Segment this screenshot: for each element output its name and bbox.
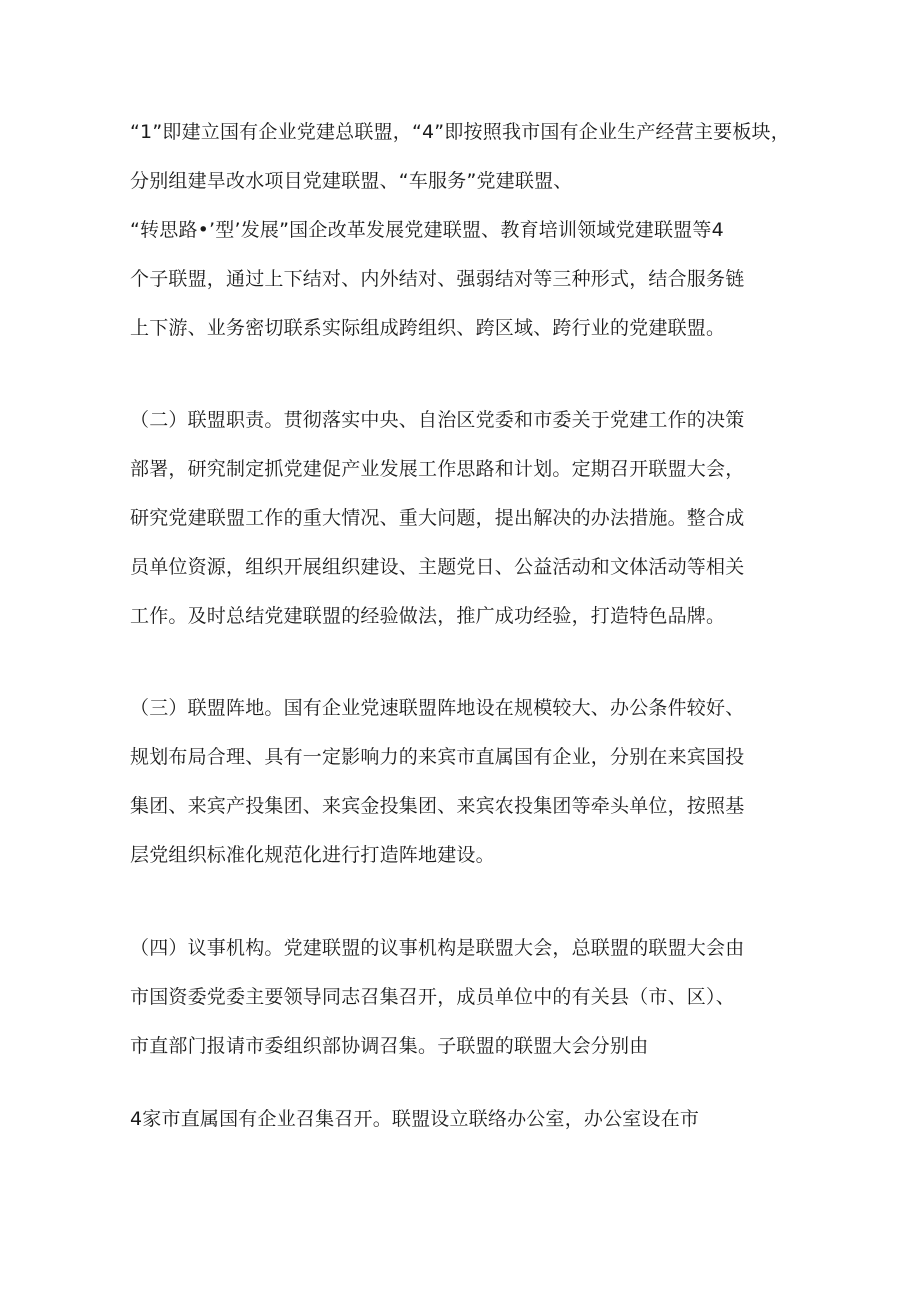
paragraph-2-line-2: 部署，研究制定抓党建促产业发展工作思路和计划。定期召开联盟大会， [130, 458, 745, 480]
paragraph-2-line-1: （二）联盟职责。贯彻落实中央、自治区党委和市委关于党建工作的决策 [130, 409, 745, 431]
paragraph-4-line-2: 市国资委党委主要领导同志召集召开，成员单位中的有关县（市、区）、 [130, 986, 735, 1008]
paragraph-3-line-4: 层党组织标准化规范化进行打造阵地建设。 [130, 844, 495, 866]
paragraph-3-line-3: 集团、来宾产投集团、来宾金投集团、来宾农投集团等牵头单位，按照基 [130, 795, 745, 817]
paragraph-1-line-1: “1”即建立国有企业党建总联盟，“4”即按照我市国有企业生产经营主要板块， [130, 121, 790, 143]
paragraph-1-line-5: 上下游、业务密切联系实际组成跨组织、跨区域、跨行业的党建联盟。 [130, 317, 726, 339]
paragraph-3-line-1: （三）联盟阵地。国有企业党速联盟阵地设在规模较大、办公条件较好、 [130, 697, 745, 719]
paragraph-5-line-1: 4家市直属国有企业召集召开。联盟设立联络办公室，办公室设在市 [130, 1108, 700, 1130]
paragraph-4-line-1: （四）议事机构。党建联盟的议事机构是联盟大会，总联盟的联盟大会由 [130, 937, 745, 959]
paragraph-4-line-3: 市直部门报请市委组织部协调召集。子联盟的联盟大会分别由 [130, 1035, 649, 1057]
paragraph-1-line-2: 分别组建旱改水项目党建联盟、“车服务”党建联盟、 [130, 170, 573, 192]
paragraph-1-line-3: “转思路•’型’发展”国企改革发展党建联盟、教育培训领域党建联盟等4 [130, 219, 724, 241]
paragraph-3-line-2: 规划布局合理、具有一定影响力的来宾市直属国有企业，分别在来宾国投 [130, 746, 745, 768]
paragraph-2-line-4: 员单位资源，组织开展组织建设、主题党日、公益活动和文体活动等相关 [130, 556, 745, 578]
paragraph-2-line-5: 工作。及时总结党建联盟的经验做法，推广成功经验，打造特色品牌。 [130, 605, 726, 627]
paragraph-1-line-4: 个子联盟，通过上下结对、内外结对、强弱结对等三种形式，结合服务链 [130, 268, 745, 290]
paragraph-2-line-3: 研究党建联盟工作的重大情况、重大问题，提出解决的办法措施。整合成 [130, 507, 745, 529]
